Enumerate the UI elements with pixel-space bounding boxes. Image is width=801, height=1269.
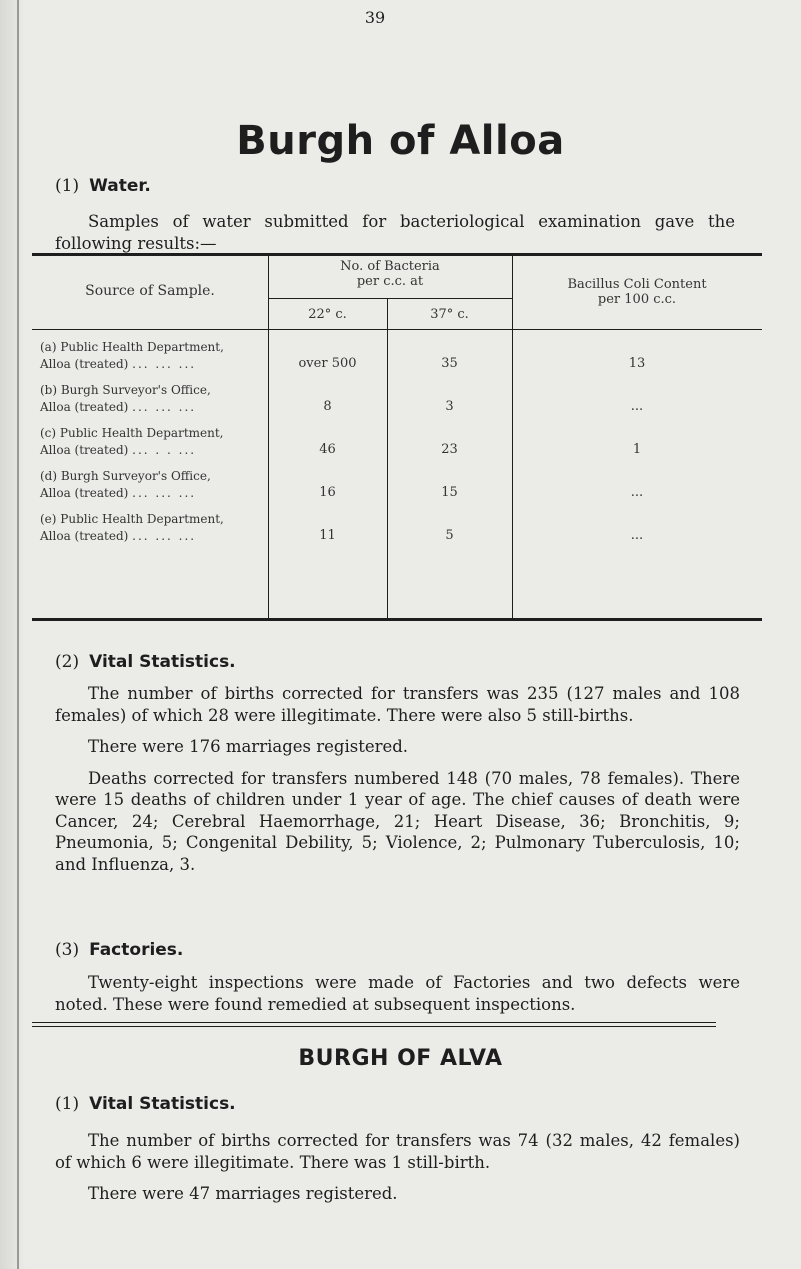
alloa-births-paragraph: The number of births corrected for transfers was 235 (127 males and 108 females) of which 28 were illegitimate. There were also 5 still-births. bbox=[55, 684, 740, 725]
source-line2 bbox=[40, 442, 270, 459]
header-coli-line1: Bacillus Coli Content bbox=[567, 277, 707, 292]
source-line1: (b) Burgh Surveyor's Office, bbox=[40, 383, 211, 397]
source-line2 bbox=[40, 356, 270, 373]
source-line1: (c) Public Health Department, bbox=[40, 426, 224, 440]
factories-body bbox=[55, 972, 740, 1015]
water-heading-text: Water. bbox=[89, 176, 151, 196]
value-22c: 16 bbox=[319, 485, 336, 500]
alva-marriages-paragraph: There were 47 marriages registered. bbox=[88, 1184, 398, 1203]
value-37c: 5 bbox=[445, 528, 454, 543]
header-bacteria-line2: per c.c. at bbox=[356, 274, 424, 289]
table-subheader-rule bbox=[268, 298, 512, 299]
alva-births-paragraph: The number of births corrected for transfers was 74 (32 males, 42 females) of which 6 were illegitimate. There was 1 still-birth. bbox=[55, 1131, 740, 1172]
table-vrule-2 bbox=[387, 298, 388, 618]
table-bottom-rule bbox=[32, 618, 762, 621]
table-row-source bbox=[40, 468, 270, 502]
value-37c: 23 bbox=[441, 442, 458, 457]
table-top-rule bbox=[32, 253, 762, 256]
value-22c: 8 bbox=[323, 399, 332, 414]
header-source: Source of Sample. bbox=[85, 283, 215, 299]
table-row-source bbox=[40, 425, 270, 459]
water-intro-text: Samples of water submitted for bacteriological examination gave the following results:— bbox=[55, 212, 735, 253]
source-line1: (d) Burgh Surveyor's Office, bbox=[40, 469, 211, 483]
alloa-vital-heading-number: (2) bbox=[55, 652, 80, 672]
water-intro bbox=[55, 211, 735, 254]
value-22c: 46 bbox=[319, 442, 336, 457]
table-row-source bbox=[40, 382, 270, 416]
source-place: Alloa (treated) bbox=[40, 400, 129, 414]
leader-dots: ... . . ... bbox=[132, 443, 197, 457]
alloa-vital-heading bbox=[55, 652, 236, 672]
leader-dots: ... ... ... bbox=[132, 357, 197, 371]
alva-vital-heading-text: Vital Statistics. bbox=[89, 1094, 236, 1114]
value-37c: 3 bbox=[445, 399, 454, 414]
separator-rule-bottom bbox=[32, 1026, 716, 1027]
factories-heading-number: (3) bbox=[55, 940, 80, 960]
table-row-source bbox=[40, 511, 270, 545]
alva-vital-heading-number: (1) bbox=[55, 1094, 80, 1114]
alva-vital-heading bbox=[55, 1094, 236, 1114]
alva-title: BURGH OF ALVA bbox=[298, 1046, 503, 1071]
header-coli bbox=[512, 277, 762, 307]
source-line2 bbox=[40, 399, 270, 416]
value-37c: 15 bbox=[441, 485, 458, 500]
header-22c: 22° c. bbox=[308, 307, 347, 322]
table-header-rule bbox=[32, 329, 762, 330]
source-place: Alloa (treated) bbox=[40, 529, 129, 543]
factories-heading-text: Factories. bbox=[89, 940, 184, 960]
table-vrule-3 bbox=[512, 256, 513, 618]
spine-line bbox=[17, 0, 19, 1269]
source-place: Alloa (treated) bbox=[40, 357, 129, 371]
value-22c: over 500 bbox=[298, 356, 357, 371]
source-line1: (e) Public Health Department, bbox=[40, 512, 224, 526]
source-line2 bbox=[40, 528, 270, 545]
header-bacteria-line1: No. of Bacteria bbox=[340, 259, 440, 274]
value-coli: ... bbox=[630, 399, 644, 414]
page-number: 39 bbox=[364, 8, 386, 27]
table-row-source bbox=[40, 339, 270, 373]
alloa-title: Burgh of Alloa bbox=[236, 118, 565, 164]
value-coli: 13 bbox=[628, 356, 646, 371]
value-coli: ... bbox=[630, 485, 644, 500]
factories-heading bbox=[55, 940, 183, 960]
leader-dots: ... ... ... bbox=[132, 486, 197, 500]
source-line2 bbox=[40, 485, 270, 502]
source-place: Alloa (treated) bbox=[40, 486, 129, 500]
alloa-vital-heading-text: Vital Statistics. bbox=[89, 652, 236, 672]
value-coli: 1 bbox=[632, 442, 642, 457]
leader-dots: ... ... ... bbox=[132, 400, 197, 414]
water-heading bbox=[55, 176, 151, 196]
header-bacteria bbox=[268, 259, 512, 289]
value-37c: 35 bbox=[441, 356, 458, 371]
value-coli: ... bbox=[630, 528, 644, 543]
header-coli-line2: per 100 c.c. bbox=[597, 292, 677, 307]
source-place: Alloa (treated) bbox=[40, 443, 129, 457]
factories-paragraph: Twenty-eight inspections were made of Factories and two defects were noted. These were found remedied at subsequent inspections. bbox=[55, 973, 740, 1014]
alva-vital-body bbox=[55, 1130, 740, 1205]
value-22c: 11 bbox=[319, 528, 336, 543]
alloa-deaths-paragraph: Deaths corrected for transfers numbered 148 (70 males, 78 females). There were 15 deaths of children under 1 year of age. The chief causes of death were Cancer, 24; Cerebral Haemorrhage, 21; Heart Disease, 36; Bronchitis, 9; Pneumonia, 5; Congenital Debility, 5; Violence, 2; Pulmonary Tuberculosis, 10; and Influenza, 3. bbox=[55, 768, 740, 874]
leader-dots: ... ... ... bbox=[132, 529, 197, 543]
header-37c: 37° c. bbox=[430, 307, 469, 322]
water-heading-number: (1) bbox=[55, 176, 80, 196]
alloa-marriages-paragraph: There were 176 marriages registered. bbox=[88, 737, 409, 756]
alloa-vital-body bbox=[55, 683, 740, 875]
separator-rule-top bbox=[32, 1022, 716, 1023]
water-results-table bbox=[32, 253, 762, 629]
page-spine bbox=[0, 0, 26, 1269]
source-line1: (a) Public Health Department, bbox=[40, 340, 224, 354]
